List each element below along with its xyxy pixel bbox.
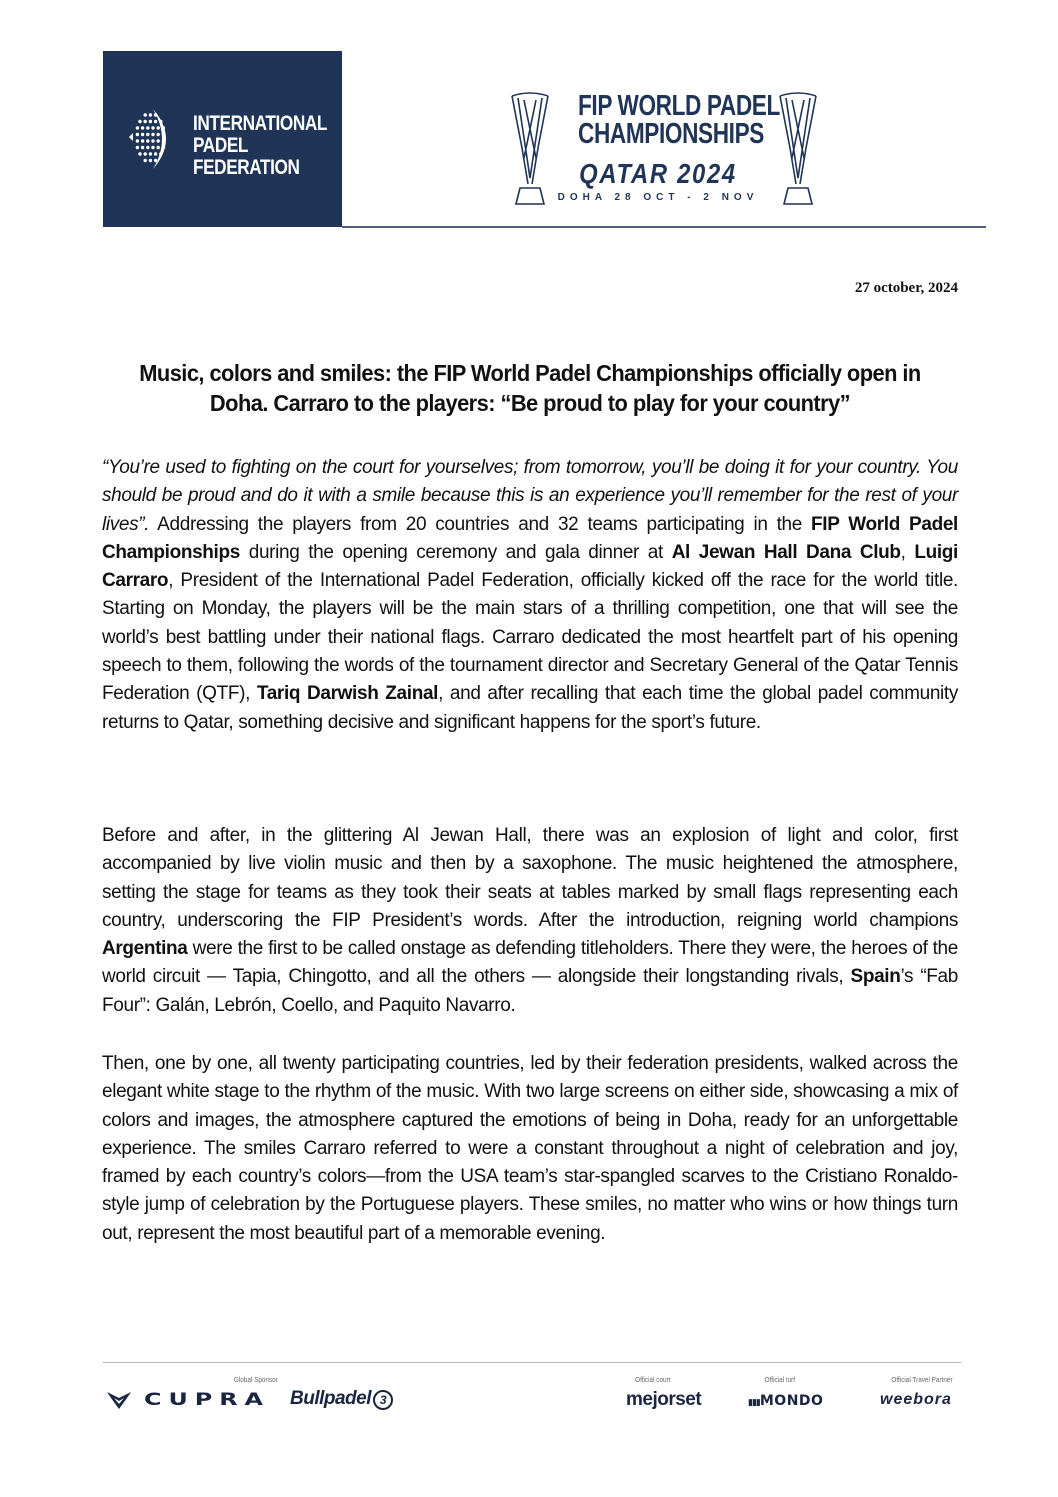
emphasis-bold: Argentina	[102, 938, 188, 960]
mondo-wordmark: MONDO	[759, 1393, 824, 1409]
event-location: QATAR 2024	[579, 158, 737, 189]
footer-divider	[103, 1362, 961, 1363]
trophy-icon	[776, 88, 820, 208]
text-run: Then, one by one, all twenty participating countries, led by their federation presidents, walked across the elegant white stage to the rhythm of the music. With two large screens on either side, showcasing a mix of colors and images, the atmosphere captured the emotions of being in Doha, ready for an unforgettable experience. The smiles Carraro referred to were a constant throughout a night of celebration and joy, framed by each country’s colors—from the USA team’s star-spangled scarves to the Cristiano Ronaldo-style jump of celebration by the Portuguese players. These smiles, no matter who wins or how things turn out, represent the most beautiful part of a memorable evening.	[102, 1053, 958, 1244]
bullpadel-emblem-icon: 3	[373, 1390, 393, 1410]
sponsor-label-turf: Official turf	[764, 1375, 796, 1384]
cupra-wordmark: CUPRA	[144, 1390, 270, 1410]
championship-logo	[508, 88, 788, 213]
emphasis-bold: Spain	[850, 966, 901, 988]
emphasis-bold: Tariq Darwish Zainal	[256, 683, 439, 705]
sponsor-label-court: Official court	[635, 1375, 671, 1384]
emphasis-bold: Luigi Carraro	[102, 541, 958, 592]
bullpadel-logo	[290, 1388, 393, 1410]
press-release-date: 27 october, 2024	[854, 280, 958, 296]
text-run: ,	[900, 541, 915, 563]
federation-name	[193, 113, 327, 179]
text-run: Before and after, in the glittering Al Jewan Hall, there was an explosion of light and color, first accompanied by live violin music and then by a saxophone. The music heightened the atmosphere, setting the stage for teams as they took their seats at tables marked by small flags representing each country, underscoring the FIP President’s words. After the introduction, reigning world champions	[102, 825, 958, 931]
paragraph-text	[102, 822, 958, 1020]
text-run: , and after recalling that each time the global padel community returns to Qatar, something decisive and significant happens for the sport’s future.	[102, 683, 958, 733]
sponsor-label-travel: Official Travel Partner	[891, 1375, 953, 1384]
paragraph-text	[102, 1050, 958, 1248]
padel-racket-icon	[127, 107, 187, 171]
event-title	[578, 90, 780, 150]
mondo-stripes-icon: ▮▮▮	[748, 1398, 760, 1408]
trophy-icon	[508, 88, 552, 208]
text-run: were the first to be called onstage as defending titleholders. There they were, the heroes of the world circuit — Tapia, Chingotto, and all the others — alongside their longstanding rivals,	[102, 938, 958, 988]
logo-line: INTERNATIONAL	[193, 112, 328, 135]
cupra-logo	[106, 1390, 270, 1410]
text-run: Addressing the players from 20 countries and 32 teams participating in the	[149, 513, 812, 535]
sponsor-label-global: Global Sponsor	[233, 1375, 278, 1384]
text-run: ’s “Fab Four”: Galán, Lebrón, Coello, and Paquito Navarro.	[102, 966, 958, 1016]
event-title-line: FIP WORLD PADEL	[578, 90, 780, 122]
quote-italic: “You’re used to fighting on the court for yourselves; from tomorrow, you’ll be doing it for your country. You should be proud and do it with a smile because this is an experience you’ll remember for the rest of your lives”.	[102, 457, 958, 535]
article-title: Music, colors and smiles: the FIP World Padel Championships officially open in Doha. Carraro to the players: “Be proud to play for your country”	[139, 360, 921, 416]
emphasis-bold: Al Jewan Hall Dana Club	[671, 541, 901, 563]
logo-line: PADEL	[193, 134, 249, 157]
paragraph-1	[102, 454, 958, 737]
text-run: during the opening ceremony and gala dinner at	[239, 541, 672, 563]
paragraph-text	[102, 454, 958, 737]
paragraph-2	[102, 822, 958, 1020]
header-divider	[342, 226, 986, 228]
paragraph-3	[102, 1050, 958, 1248]
bullpadel-wordmark: Bullpadel	[290, 1388, 372, 1409]
cupra-emblem-icon	[106, 1390, 132, 1410]
federation-logo	[103, 51, 342, 227]
event-dates: DOHA 28 OCT - 2 NOV	[557, 192, 759, 203]
weebora-logo: weebora	[880, 1391, 952, 1408]
mondo-logo	[748, 1393, 823, 1409]
mejorset-logo: mejorset	[626, 1389, 702, 1410]
logo-line: FEDERATION	[193, 156, 300, 179]
text-run: , President of the International Padel Federation, officially kicked off the race for the world title. Starting on Monday, the players will be the main stars of a thrilling competition, one that will see the world’s best battling under their national flags. Carraro dedicated the most heartfelt part of his opening speech to them, following the words of the tournament director and Secretary General of the Qatar Tennis Federation (QTF),	[102, 570, 958, 705]
event-title-line: CHAMPIONSHIPS	[578, 118, 764, 150]
emphasis-bold: FIP World Padel Championships	[102, 513, 958, 563]
